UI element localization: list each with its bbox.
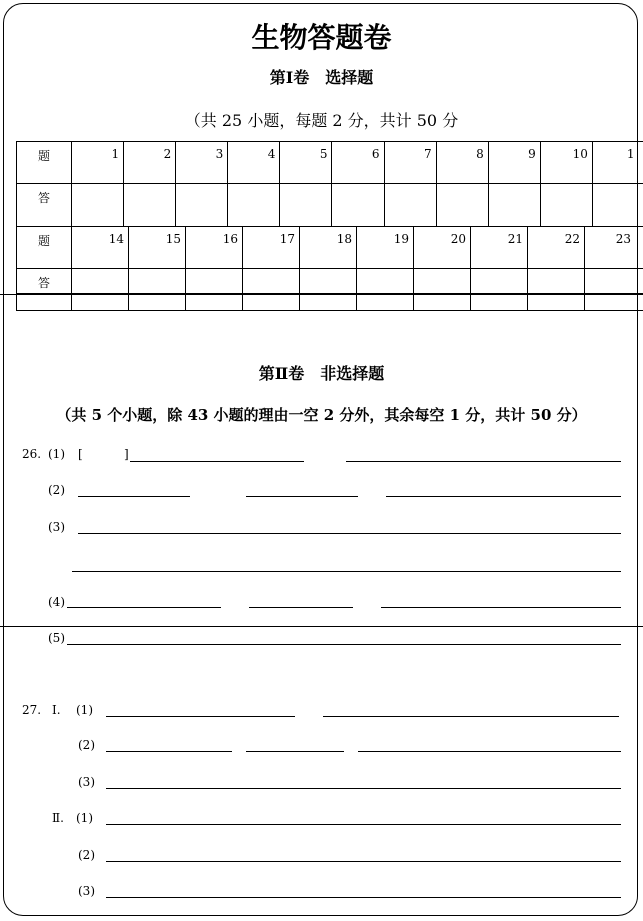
answer-blank[interactable]	[67, 607, 221, 608]
answer-blank[interactable]	[106, 716, 295, 717]
answer-blank[interactable]	[381, 607, 621, 608]
question-number: 14	[72, 227, 129, 269]
answer-cell[interactable]	[186, 269, 243, 294]
answer-blank[interactable]	[346, 461, 621, 462]
bracket-close: ]	[124, 447, 129, 461]
answer-cell[interactable]	[280, 184, 332, 227]
section-divider	[0, 294, 643, 295]
question-number: 7	[384, 142, 436, 184]
answer-blank[interactable]	[386, 496, 621, 497]
question-number: 17	[243, 227, 300, 269]
answer-cell[interactable]	[129, 269, 186, 294]
q26-part4-label: (4)	[48, 595, 65, 609]
part2-note: （共 5 个小题，除 43 小题的理由一空 2 分外，其余每空 1 分，共计 50 分）	[56, 406, 587, 424]
answer-cell[interactable]	[528, 269, 585, 294]
answer-blank[interactable]	[106, 751, 232, 752]
answer-cell[interactable]	[129, 294, 186, 311]
q27-ii-3-label: (3)	[78, 884, 95, 898]
answer-blank[interactable]	[78, 533, 621, 534]
question-number: 4	[228, 142, 280, 184]
answer-blank[interactable]	[246, 496, 358, 497]
answer-grid-row1	[16, 141, 643, 227]
answer-cell[interactable]	[243, 269, 300, 294]
answer-blank[interactable]	[249, 607, 353, 608]
question-number: 10	[540, 142, 592, 184]
q26-part5-label: (5)	[48, 631, 65, 645]
answer-cell[interactable]	[124, 184, 176, 227]
q27-i-2-label: (2)	[78, 738, 95, 752]
answer-cell[interactable]	[585, 269, 643, 294]
q27-part-i-label: Ⅰ.	[52, 703, 61, 717]
q27-ii-1-label: (1)	[76, 811, 93, 825]
question-number: 1	[72, 142, 124, 184]
answer-blank[interactable]	[72, 571, 621, 572]
page-frame	[3, 3, 638, 916]
answer-blank[interactable]	[67, 644, 621, 645]
answer-cell[interactable]	[436, 184, 488, 227]
question-number: 2	[124, 142, 176, 184]
q27-i-3-label: (3)	[78, 775, 95, 789]
q26-part1-label: (1)	[48, 447, 65, 461]
answer-grid-row2	[16, 226, 643, 311]
answer-cell[interactable]	[471, 294, 528, 311]
part1-note: （共 25 小题，每题 2 分，共计 50 分	[184, 111, 459, 130]
answer-cell[interactable]	[228, 184, 280, 227]
q27-part-ii-label: Ⅱ.	[52, 811, 64, 825]
answer-cell[interactable]	[471, 269, 528, 294]
question-27-number: 27.	[22, 703, 42, 717]
question-number: 22	[528, 227, 585, 269]
answer-cell[interactable]	[488, 184, 540, 227]
question-number: 18	[300, 227, 357, 269]
answer-cell[interactable]	[528, 294, 585, 311]
answer-cell[interactable]	[414, 294, 471, 311]
answer-cell[interactable]	[17, 294, 72, 311]
bracket-open: [	[78, 447, 83, 461]
answer-blank[interactable]	[106, 897, 621, 898]
answer-cell[interactable]	[332, 184, 384, 227]
question-number: 20	[414, 227, 471, 269]
question-number: 15	[129, 227, 186, 269]
answer-cell[interactable]	[186, 294, 243, 311]
answer-blank[interactable]	[323, 716, 619, 717]
question-number: 9	[488, 142, 540, 184]
answer-blank[interactable]	[106, 861, 621, 862]
question-number: 23	[585, 227, 643, 269]
answer-blank[interactable]	[106, 824, 621, 825]
section-divider	[0, 626, 643, 627]
answer-blank[interactable]	[358, 751, 621, 752]
answer-cell[interactable]	[300, 294, 357, 311]
answer-cell[interactable]	[176, 184, 228, 227]
answer-cell[interactable]	[72, 294, 129, 311]
question-number: 1	[592, 142, 643, 184]
answer-cell[interactable]	[585, 294, 643, 311]
question-label: 题	[17, 142, 72, 184]
question-number: 16	[186, 227, 243, 269]
part1-heading: 第Ⅰ卷 选择题	[269, 68, 374, 87]
answer-label: 答	[17, 269, 72, 294]
q26-part3-label: (3)	[48, 520, 65, 534]
answer-blank[interactable]	[106, 788, 621, 789]
answer-cell[interactable]	[243, 294, 300, 311]
question-number: 21	[471, 227, 528, 269]
answer-cell[interactable]	[592, 184, 643, 227]
answer-label: 答	[17, 184, 72, 227]
answer-blank[interactable]	[130, 461, 304, 462]
question-number: 19	[357, 227, 414, 269]
answer-cell[interactable]	[72, 269, 129, 294]
answer-cell[interactable]	[72, 184, 124, 227]
q26-part2-label: (2)	[48, 483, 65, 497]
question-number: 5	[280, 142, 332, 184]
q27-ii-2-label: (2)	[78, 848, 95, 862]
page-title: 生物答题卷	[251, 21, 392, 54]
answer-blank[interactable]	[78, 496, 190, 497]
answer-cell[interactable]	[540, 184, 592, 227]
answer-cell[interactable]	[357, 269, 414, 294]
question-number: 3	[176, 142, 228, 184]
answer-cell[interactable]	[357, 294, 414, 311]
question-number: 8	[436, 142, 488, 184]
question-label: 题	[17, 227, 72, 269]
answer-cell[interactable]	[414, 269, 471, 294]
answer-blank[interactable]	[246, 751, 344, 752]
answer-cell[interactable]	[300, 269, 357, 294]
question-number: 6	[332, 142, 384, 184]
q27-i-1-label: (1)	[76, 703, 93, 717]
question-26-number: 26.	[22, 447, 42, 461]
answer-cell[interactable]	[384, 184, 436, 227]
part2-heading: 第Ⅱ卷 非选择题	[258, 364, 385, 383]
